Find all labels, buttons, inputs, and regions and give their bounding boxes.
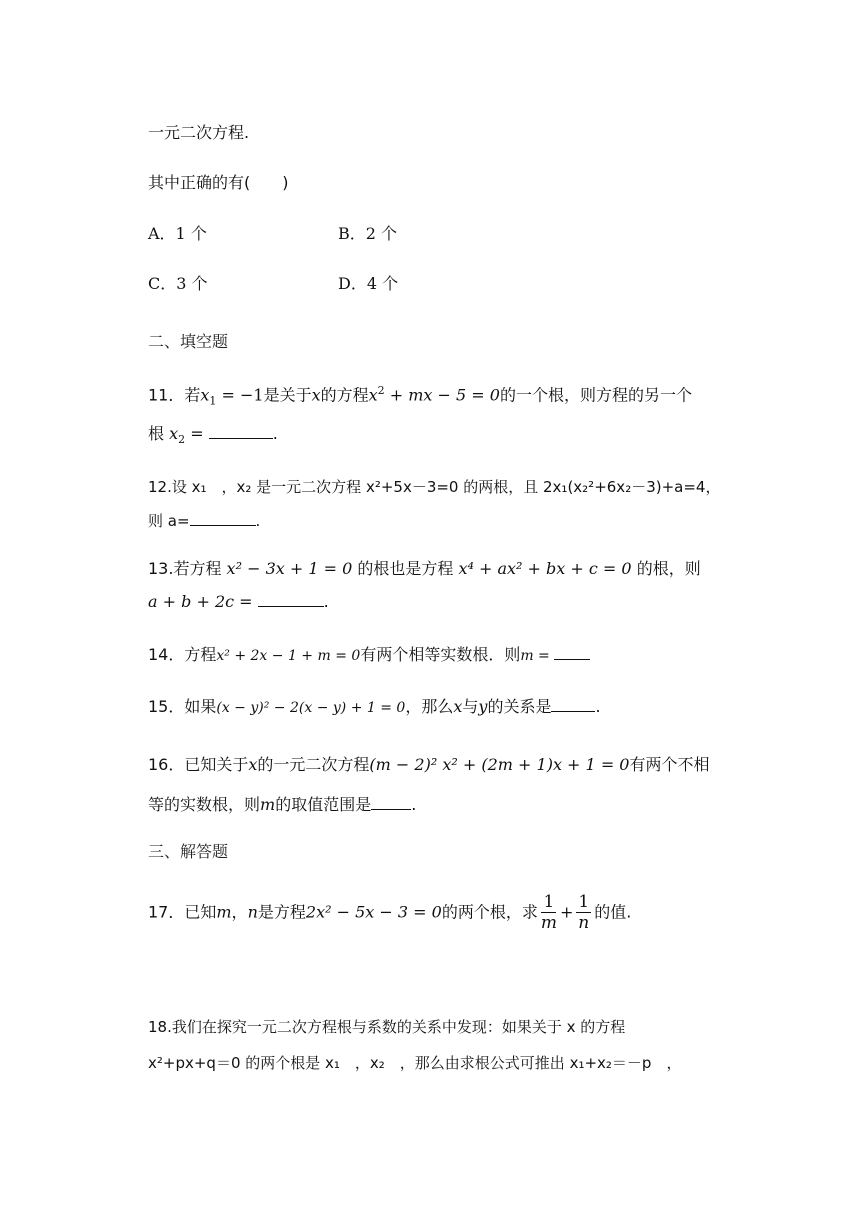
q15-a: 15．如果 — [148, 697, 217, 716]
section-fill-in: 二、填空题 — [148, 332, 229, 351]
q17-eq: 2x² − 5x − 3 = 0 — [305, 902, 442, 922]
question-12-line2 — [148, 511, 260, 530]
q11-eq2c: + mx − 5 = 0 — [384, 385, 500, 405]
q15-answer-blank — [551, 697, 595, 712]
q16-line2a: 等的实数根，则 — [148, 795, 261, 814]
option-d: D．4 个 — [338, 274, 399, 293]
q15-d: 的关系是 — [487, 697, 552, 716]
text-line-top: 一元二次方程. — [148, 123, 250, 142]
q17-plus: + — [559, 902, 574, 922]
q17-c: 的两个根，求 — [441, 902, 538, 922]
q12-answer-blank — [190, 511, 256, 526]
q11-eq1: = −1 — [216, 385, 264, 405]
q13-eq2: x⁴ + ax² + bx + c = 0 — [458, 559, 632, 578]
q13-eq3: a + b + 2c = — [148, 592, 258, 611]
q11-t3: 的一个根，则方程的另一个 — [499, 385, 692, 405]
q16-b: 的一元二次方程 — [257, 755, 370, 774]
q14-eq: x² + 2x − 1 + m = 0 — [216, 648, 361, 664]
q16-m: m — [260, 795, 276, 814]
q17-f2-num: 1 — [578, 892, 590, 912]
q14-answer-blank — [554, 645, 590, 660]
q13-answer-blank — [258, 592, 324, 607]
question-13-line1 — [148, 559, 701, 578]
q16-c: 有两个不相 — [629, 755, 710, 774]
q11-x2sub: 2 — [178, 433, 186, 447]
question-14 — [148, 645, 590, 665]
q12-line2a: 则 a= — [148, 512, 190, 530]
q11-eq2a: x — [368, 385, 378, 405]
q11-end: . — [272, 424, 278, 443]
option-c: C．3 个 — [148, 274, 208, 293]
question-17 — [148, 893, 631, 933]
q11-num: 11．若 — [148, 385, 201, 405]
q15-y: y — [478, 697, 488, 716]
q16-eq: (m − 2)² x² + (2m + 1)x + 1 = 0 — [369, 755, 630, 774]
question-15 — [148, 697, 601, 717]
question-18-line2: x²+px+q＝0 的两个根是 x₁ ，x₂ ，那么由求根公式可推出 x₁+x₂＝－p ， — [148, 1054, 682, 1072]
q11-x1: x — [200, 385, 210, 405]
q11-t2: 的方程 — [320, 385, 369, 405]
q15-eq: (x − y)² − 2(x − y) + 1 = 0 — [216, 700, 406, 716]
q15-c: 与 — [462, 697, 479, 716]
q17-b: 是方程 — [257, 902, 306, 922]
section-answer: 三、解答题 — [148, 842, 229, 861]
q15-end: . — [595, 697, 601, 716]
q11-t1: 是关于 — [263, 385, 312, 405]
q17-n: n — [247, 902, 258, 922]
q11-t4: 根 — [148, 424, 165, 443]
question-prompt: 其中正确的有( ) — [148, 173, 289, 192]
question-12-line1: 12.设 x₁ ，x₂ 是一元二次方程 x²+5x－3=0 的两根，且 2x₁(x₂²+6x₂－3)+a=4， — [148, 478, 721, 496]
q17-f1-num: 1 — [543, 892, 555, 912]
q13-a: 13.若方程 — [148, 559, 227, 578]
q14-a: 14．方程 — [148, 645, 217, 664]
option-b: B．2 个 — [338, 224, 398, 243]
question-13-line2 — [148, 592, 329, 611]
q17-f2-den: n — [578, 912, 590, 933]
question-16-line2 — [148, 795, 416, 814]
question-18-line1: 18.我们在探究一元二次方程根与系数的关系中发现：如果关于 x 的方程 — [148, 1018, 626, 1036]
q13-c: 的根，则 — [631, 559, 701, 578]
q16-a: 16．已知关于 — [148, 755, 249, 774]
q16-x: x — [248, 755, 258, 774]
q17-fraction-1 — [541, 893, 557, 933]
q14-b: 有两个相等实数根．则 — [360, 645, 521, 664]
q16-answer-blank — [371, 795, 411, 810]
q15-b: ，那么 — [405, 697, 454, 716]
q17-f1-den: m — [540, 912, 557, 933]
q13-b: 的根也是方程 — [352, 559, 459, 578]
q17-d: 的值. — [594, 902, 632, 922]
q14-eq2: m = — [520, 648, 555, 664]
q11-eq2b: 2 — [377, 384, 385, 397]
q11-eq3: = — [185, 424, 209, 443]
q17-a: 17．已知 — [148, 902, 217, 922]
q11-x: x — [311, 385, 321, 405]
q12-line2b: . — [255, 512, 261, 530]
q16-end: . — [411, 795, 417, 814]
q11-answer-blank — [209, 424, 273, 439]
question-11-line2 — [148, 424, 278, 446]
q13-end: . — [323, 592, 329, 611]
q11-x2: x — [169, 424, 179, 443]
question-16-line1 — [148, 755, 710, 774]
q15-x: x — [453, 697, 463, 716]
question-11-line1 — [148, 384, 692, 408]
q17-fraction-2 — [576, 893, 591, 933]
q16-line2b: 的取值范围是 — [275, 795, 372, 814]
q11-sub1: 1 — [209, 394, 217, 408]
q17-m: m — [216, 902, 232, 922]
q17-sep: ， — [231, 902, 248, 922]
q13-eq1: x² − 3x + 1 = 0 — [226, 559, 353, 578]
option-a: A．1 个 — [148, 224, 207, 243]
